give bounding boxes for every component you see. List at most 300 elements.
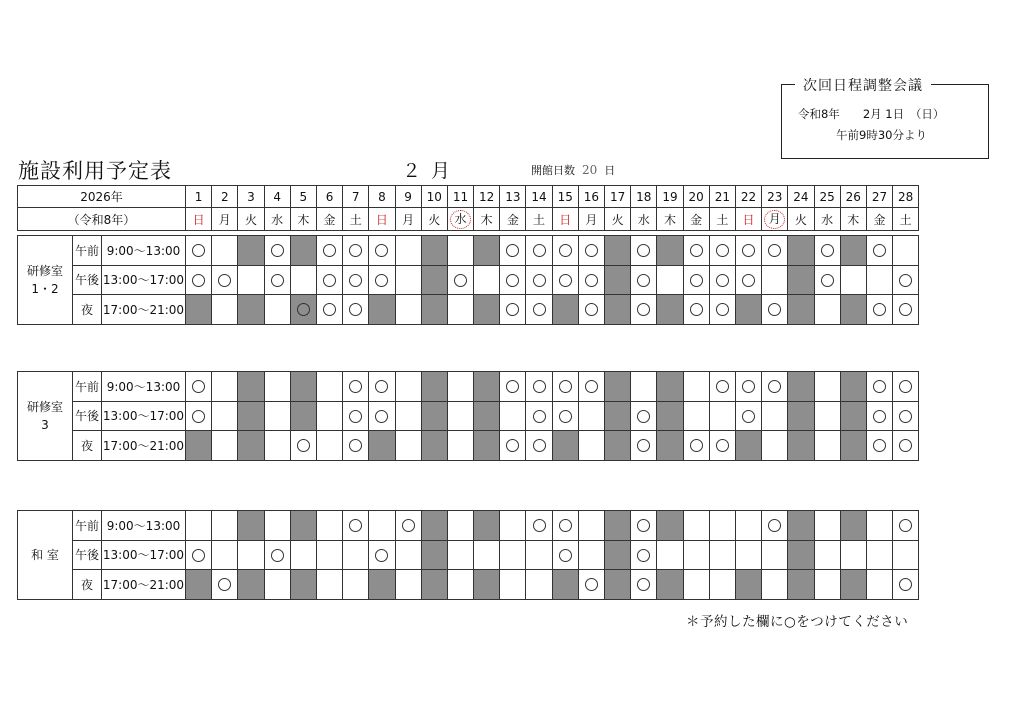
- booking-cell[interactable]: [264, 295, 290, 325]
- booking-cell[interactable]: [369, 401, 395, 431]
- circle-mark-icon: [271, 549, 284, 562]
- booking-cell[interactable]: [474, 295, 500, 325]
- booking-cell[interactable]: [212, 540, 238, 570]
- booking-cell[interactable]: [500, 401, 526, 431]
- weekday-cell: [316, 208, 342, 231]
- booking-cell[interactable]: [238, 540, 264, 570]
- booking-cell[interactable]: [866, 401, 892, 431]
- booking-cell[interactable]: [290, 265, 316, 295]
- booking-cell[interactable]: [264, 540, 290, 570]
- booking-cell[interactable]: [369, 372, 395, 402]
- weekday-label: 月: [585, 212, 598, 227]
- weekday-label: 水: [450, 210, 471, 229]
- booking-cell[interactable]: [631, 236, 657, 266]
- circle-mark-icon: [533, 244, 546, 257]
- booking-cell[interactable]: [709, 401, 735, 431]
- booking-cell[interactable]: [290, 401, 316, 431]
- booking-cell[interactable]: [290, 511, 316, 541]
- booking-cell[interactable]: [316, 295, 342, 325]
- booking-cell[interactable]: [657, 540, 683, 570]
- booking-cell[interactable]: [709, 511, 735, 541]
- booking-cell[interactable]: [735, 431, 761, 461]
- booking-cell[interactable]: [421, 372, 447, 402]
- booking-cell[interactable]: [683, 570, 709, 600]
- circle-mark-icon: [585, 380, 598, 393]
- booking-cell[interactable]: [631, 372, 657, 402]
- booking-cell[interactable]: [238, 401, 264, 431]
- booking-cell[interactable]: [631, 295, 657, 325]
- booking-cell[interactable]: [421, 511, 447, 541]
- circle-mark-icon: [637, 274, 650, 287]
- booking-cell[interactable]: [474, 540, 500, 570]
- booking-cell[interactable]: [343, 511, 369, 541]
- circle-mark-icon: [637, 519, 650, 532]
- booking-cell[interactable]: [421, 265, 447, 295]
- booking-cell[interactable]: [840, 372, 866, 402]
- booking-cell[interactable]: [238, 236, 264, 266]
- booking-cell[interactable]: [395, 511, 421, 541]
- booking-cell[interactable]: [500, 265, 526, 295]
- weekday-cell: [605, 208, 631, 231]
- booking-cell[interactable]: [447, 570, 473, 600]
- period-time: 17:00～21:00: [102, 295, 186, 325]
- booking-cell[interactable]: [186, 265, 212, 295]
- booking-cell[interactable]: [709, 372, 735, 402]
- booking-cell[interactable]: [893, 511, 919, 541]
- booking-cell[interactable]: [395, 265, 421, 295]
- booking-cell[interactable]: [500, 236, 526, 266]
- booking-cell[interactable]: [212, 372, 238, 402]
- table-row: [18, 265, 919, 295]
- booking-cell[interactable]: [395, 372, 421, 402]
- booking-cell[interactable]: [474, 372, 500, 402]
- booking-cell[interactable]: [186, 295, 212, 325]
- booking-cell[interactable]: [840, 570, 866, 600]
- booking-cell[interactable]: [657, 265, 683, 295]
- booking-cell[interactable]: [369, 236, 395, 266]
- booking-cell[interactable]: [552, 431, 578, 461]
- booking-cell[interactable]: [186, 570, 212, 600]
- booking-cell[interactable]: [605, 511, 631, 541]
- circle-mark-icon: [375, 549, 388, 562]
- booking-cell[interactable]: [762, 540, 788, 570]
- booking-cell[interactable]: [893, 540, 919, 570]
- booking-cell[interactable]: [474, 570, 500, 600]
- open-days-value[interactable]: 20: [582, 163, 598, 177]
- booking-cell[interactable]: [893, 372, 919, 402]
- booking-cell[interactable]: [657, 431, 683, 461]
- booking-cell[interactable]: [814, 511, 840, 541]
- booking-cell[interactable]: [447, 431, 473, 461]
- booking-cell[interactable]: [840, 431, 866, 461]
- booking-cell[interactable]: [186, 511, 212, 541]
- booking-cell[interactable]: [212, 570, 238, 600]
- booking-cell[interactable]: [474, 236, 500, 266]
- booking-cell[interactable]: [526, 511, 552, 541]
- booking-cell[interactable]: [369, 295, 395, 325]
- booking-cell[interactable]: [395, 295, 421, 325]
- booking-cell[interactable]: [840, 295, 866, 325]
- booking-cell[interactable]: [735, 570, 761, 600]
- booking-cell[interactable]: [709, 570, 735, 600]
- booking-cell[interactable]: [316, 401, 342, 431]
- booking-cell[interactable]: [866, 295, 892, 325]
- booking-cell[interactable]: [186, 372, 212, 402]
- booking-cell[interactable]: [290, 570, 316, 600]
- booking-cell[interactable]: [605, 431, 631, 461]
- booking-cell[interactable]: [395, 540, 421, 570]
- circle-mark-icon: [323, 274, 336, 287]
- booking-cell[interactable]: [683, 372, 709, 402]
- booking-cell[interactable]: [186, 540, 212, 570]
- booking-cell[interactable]: [186, 431, 212, 461]
- booking-cell[interactable]: [369, 431, 395, 461]
- booking-cell[interactable]: [840, 540, 866, 570]
- booking-cell[interactable]: [814, 265, 840, 295]
- booking-cell[interactable]: [657, 372, 683, 402]
- booking-cell[interactable]: [552, 570, 578, 600]
- booking-cell[interactable]: [762, 511, 788, 541]
- booking-cell[interactable]: [343, 295, 369, 325]
- booking-cell[interactable]: [552, 511, 578, 541]
- booking-cell[interactable]: [788, 401, 814, 431]
- booking-cell[interactable]: [683, 511, 709, 541]
- weekday-cell: [395, 208, 421, 231]
- booking-cell[interactable]: [788, 236, 814, 266]
- booking-cell[interactable]: [735, 265, 761, 295]
- booking-cell[interactable]: [578, 295, 604, 325]
- booking-cell[interactable]: [788, 372, 814, 402]
- booking-cell[interactable]: [578, 540, 604, 570]
- booking-cell[interactable]: [264, 265, 290, 295]
- booking-cell[interactable]: [264, 372, 290, 402]
- circle-mark-icon: [271, 274, 284, 287]
- booking-cell[interactable]: [762, 372, 788, 402]
- booking-cell[interactable]: [735, 540, 761, 570]
- period-label: 午後: [73, 401, 102, 431]
- booking-cell[interactable]: [212, 295, 238, 325]
- booking-cell[interactable]: [343, 372, 369, 402]
- booking-cell[interactable]: [369, 570, 395, 600]
- booking-cell[interactable]: [526, 295, 552, 325]
- booking-cell[interactable]: [683, 265, 709, 295]
- booking-cell[interactable]: [238, 265, 264, 295]
- booking-cell[interactable]: [683, 236, 709, 266]
- booking-cell[interactable]: [735, 236, 761, 266]
- booking-cell[interactable]: [814, 236, 840, 266]
- booking-cell[interactable]: [866, 511, 892, 541]
- booking-cell[interactable]: [788, 431, 814, 461]
- weekday-label: 金: [690, 212, 703, 227]
- booking-cell[interactable]: [762, 401, 788, 431]
- day-number: 19: [657, 186, 683, 208]
- booking-cell[interactable]: [657, 570, 683, 600]
- booking-cell[interactable]: [893, 265, 919, 295]
- weekday-cell: [552, 208, 578, 231]
- booking-cell[interactable]: [395, 401, 421, 431]
- booking-cell[interactable]: [552, 295, 578, 325]
- booking-cell[interactable]: [840, 511, 866, 541]
- booking-cell[interactable]: [238, 372, 264, 402]
- booking-cell[interactable]: [631, 511, 657, 541]
- booking-cell[interactable]: [212, 511, 238, 541]
- booking-cell[interactable]: [447, 295, 473, 325]
- booking-cell[interactable]: [552, 372, 578, 402]
- day-number: 3: [238, 186, 264, 208]
- booking-cell[interactable]: [552, 540, 578, 570]
- booking-cell[interactable]: [290, 431, 316, 461]
- booking-cell[interactable]: [447, 540, 473, 570]
- booking-cell[interactable]: [316, 236, 342, 266]
- booking-cell[interactable]: [369, 511, 395, 541]
- weekday-label: 土: [349, 212, 362, 227]
- booking-cell[interactable]: [683, 295, 709, 325]
- booking-cell[interactable]: [526, 570, 552, 600]
- booking-cell[interactable]: [788, 570, 814, 600]
- circle-mark-icon: [821, 274, 834, 287]
- booking-cell[interactable]: [447, 401, 473, 431]
- booking-cell[interactable]: [238, 511, 264, 541]
- booking-cell[interactable]: [316, 570, 342, 600]
- booking-cell[interactable]: [709, 431, 735, 461]
- weekday-cell: [474, 208, 500, 231]
- booking-cell[interactable]: [788, 295, 814, 325]
- booking-cell[interactable]: [447, 265, 473, 295]
- booking-cell[interactable]: [316, 540, 342, 570]
- circle-mark-icon: [533, 380, 546, 393]
- booking-cell[interactable]: [814, 295, 840, 325]
- booking-cell[interactable]: [526, 401, 552, 431]
- day-number: 22: [735, 186, 761, 208]
- booking-cell[interactable]: [369, 265, 395, 295]
- booking-cell[interactable]: [264, 511, 290, 541]
- booking-cell[interactable]: [421, 236, 447, 266]
- booking-cell[interactable]: [421, 431, 447, 461]
- booking-cell[interactable]: [212, 431, 238, 461]
- booking-cell[interactable]: [343, 236, 369, 266]
- booking-cell[interactable]: [316, 265, 342, 295]
- booking-cell[interactable]: [683, 401, 709, 431]
- booking-cell[interactable]: [552, 265, 578, 295]
- booking-cell[interactable]: [735, 372, 761, 402]
- booking-cell[interactable]: [212, 401, 238, 431]
- footnote: ＊予約した欄に○をつけてください: [686, 614, 909, 630]
- booking-cell[interactable]: [500, 431, 526, 461]
- booking-cell[interactable]: [421, 295, 447, 325]
- booking-cell[interactable]: [657, 401, 683, 431]
- weekday-cell: [762, 208, 788, 231]
- booking-cell[interactable]: [605, 570, 631, 600]
- booking-cell[interactable]: [735, 511, 761, 541]
- booking-cell[interactable]: [316, 511, 342, 541]
- booking-cell[interactable]: [369, 540, 395, 570]
- circle-mark-icon: [768, 519, 781, 532]
- booking-cell[interactable]: [264, 431, 290, 461]
- booking-cell[interactable]: [866, 570, 892, 600]
- booking-cell[interactable]: [709, 295, 735, 325]
- booking-cell[interactable]: [474, 511, 500, 541]
- booking-cell[interactable]: [290, 540, 316, 570]
- booking-cell[interactable]: [866, 431, 892, 461]
- booking-cell[interactable]: [343, 265, 369, 295]
- booking-cell[interactable]: [421, 540, 447, 570]
- circle-mark-icon: [637, 244, 650, 257]
- booking-cell[interactable]: [264, 236, 290, 266]
- booking-cell[interactable]: [762, 431, 788, 461]
- weekday-cell: [814, 208, 840, 231]
- booking-cell[interactable]: [526, 431, 552, 461]
- booking-cell[interactable]: [657, 236, 683, 266]
- booking-cell[interactable]: [866, 265, 892, 295]
- booking-cell[interactable]: [866, 540, 892, 570]
- day-number: 4: [264, 186, 290, 208]
- booking-cell[interactable]: [840, 401, 866, 431]
- booking-cell[interactable]: [316, 372, 342, 402]
- circle-mark-icon: [506, 244, 519, 257]
- booking-cell[interactable]: [552, 236, 578, 266]
- booking-cell[interactable]: [238, 570, 264, 600]
- booking-cell[interactable]: [814, 540, 840, 570]
- booking-cell[interactable]: [605, 295, 631, 325]
- booking-cell[interactable]: [212, 265, 238, 295]
- booking-cell[interactable]: [474, 265, 500, 295]
- booking-cell[interactable]: [840, 265, 866, 295]
- booking-cell[interactable]: [474, 431, 500, 461]
- booking-cell[interactable]: [500, 295, 526, 325]
- booking-cell[interactable]: [500, 511, 526, 541]
- booking-cell[interactable]: [762, 236, 788, 266]
- day-number: 23: [762, 186, 788, 208]
- booking-cell[interactable]: [238, 431, 264, 461]
- booking-cell[interactable]: [290, 372, 316, 402]
- circle-mark-icon: [349, 519, 362, 532]
- booking-cell[interactable]: [264, 401, 290, 431]
- booking-cell[interactable]: [421, 570, 447, 600]
- booking-cell[interactable]: [657, 295, 683, 325]
- year-cell: [18, 186, 186, 208]
- booking-cell[interactable]: [578, 431, 604, 461]
- weekday-label: 金: [323, 212, 336, 227]
- booking-cell[interactable]: [290, 295, 316, 325]
- booking-cell[interactable]: [814, 372, 840, 402]
- booking-cell[interactable]: [631, 570, 657, 600]
- facility-name: [18, 372, 73, 461]
- booking-cell[interactable]: [395, 570, 421, 600]
- booking-cell[interactable]: [631, 540, 657, 570]
- booking-cell[interactable]: [866, 372, 892, 402]
- booking-cell[interactable]: [866, 236, 892, 266]
- booking-cell[interactable]: [578, 265, 604, 295]
- booking-cell[interactable]: [395, 431, 421, 461]
- booking-cell[interactable]: [840, 236, 866, 266]
- booking-cell[interactable]: [893, 401, 919, 431]
- day-number: 8: [369, 186, 395, 208]
- booking-cell[interactable]: [762, 570, 788, 600]
- booking-cell[interactable]: [605, 401, 631, 431]
- booking-cell[interactable]: [578, 236, 604, 266]
- booking-cell[interactable]: [238, 295, 264, 325]
- booking-cell[interactable]: [657, 511, 683, 541]
- booking-cell[interactable]: [893, 236, 919, 266]
- booking-cell[interactable]: [526, 540, 552, 570]
- booking-cell[interactable]: [500, 372, 526, 402]
- booking-cell[interactable]: [500, 540, 526, 570]
- period-time: 9:00～13:00: [102, 511, 186, 541]
- booking-cell[interactable]: [526, 265, 552, 295]
- booking-cell[interactable]: [421, 401, 447, 431]
- booking-cell[interactable]: [631, 431, 657, 461]
- booking-cell[interactable]: [212, 236, 238, 266]
- booking-cell[interactable]: [762, 295, 788, 325]
- period-label: 午前: [73, 236, 102, 266]
- booking-cell[interactable]: [526, 372, 552, 402]
- booking-cell[interactable]: [605, 540, 631, 570]
- booking-cell[interactable]: [735, 295, 761, 325]
- booking-cell[interactable]: [343, 570, 369, 600]
- booking-cell[interactable]: [893, 295, 919, 325]
- booking-cell[interactable]: [474, 401, 500, 431]
- booking-cell[interactable]: [683, 431, 709, 461]
- booking-cell[interactable]: [526, 236, 552, 266]
- booking-cell[interactable]: [447, 372, 473, 402]
- booking-cell[interactable]: [578, 511, 604, 541]
- table-row: [18, 570, 919, 600]
- booking-cell[interactable]: [605, 372, 631, 402]
- booking-cell[interactable]: [316, 431, 342, 461]
- weekday-label: 月: [402, 212, 415, 227]
- booking-cell[interactable]: [578, 401, 604, 431]
- booking-cell[interactable]: [343, 431, 369, 461]
- booking-cell[interactable]: [186, 401, 212, 431]
- booking-cell[interactable]: [788, 511, 814, 541]
- booking-cell[interactable]: [762, 265, 788, 295]
- booking-cell[interactable]: [709, 236, 735, 266]
- booking-cell[interactable]: [500, 570, 526, 600]
- booking-cell[interactable]: [605, 236, 631, 266]
- facility-table: [17, 371, 919, 461]
- booking-cell[interactable]: [447, 236, 473, 266]
- booking-cell[interactable]: [186, 236, 212, 266]
- booking-cell[interactable]: [683, 540, 709, 570]
- booking-cell[interactable]: [814, 570, 840, 600]
- weekday-cell: [866, 208, 892, 231]
- booking-cell[interactable]: [343, 401, 369, 431]
- circle-mark-icon: [375, 244, 388, 257]
- booking-cell[interactable]: [735, 401, 761, 431]
- weekday-label: 木: [297, 212, 310, 227]
- booking-cell[interactable]: [578, 372, 604, 402]
- booking-cell[interactable]: [578, 570, 604, 600]
- booking-cell[interactable]: [709, 265, 735, 295]
- weekday-label: 火: [244, 212, 257, 227]
- booking-cell[interactable]: [264, 570, 290, 600]
- booking-cell[interactable]: [290, 236, 316, 266]
- booking-cell[interactable]: [893, 570, 919, 600]
- booking-cell[interactable]: [788, 265, 814, 295]
- booking-cell[interactable]: [631, 401, 657, 431]
- booking-cell[interactable]: [552, 401, 578, 431]
- booking-cell[interactable]: [343, 540, 369, 570]
- booking-cell[interactable]: [605, 265, 631, 295]
- booking-cell[interactable]: [631, 265, 657, 295]
- booking-cell[interactable]: [788, 540, 814, 570]
- booking-cell[interactable]: [814, 401, 840, 431]
- booking-cell[interactable]: [709, 540, 735, 570]
- booking-cell[interactable]: [814, 431, 840, 461]
- booking-cell[interactable]: [447, 511, 473, 541]
- booking-cell[interactable]: [893, 431, 919, 461]
- booking-cell[interactable]: [395, 236, 421, 266]
